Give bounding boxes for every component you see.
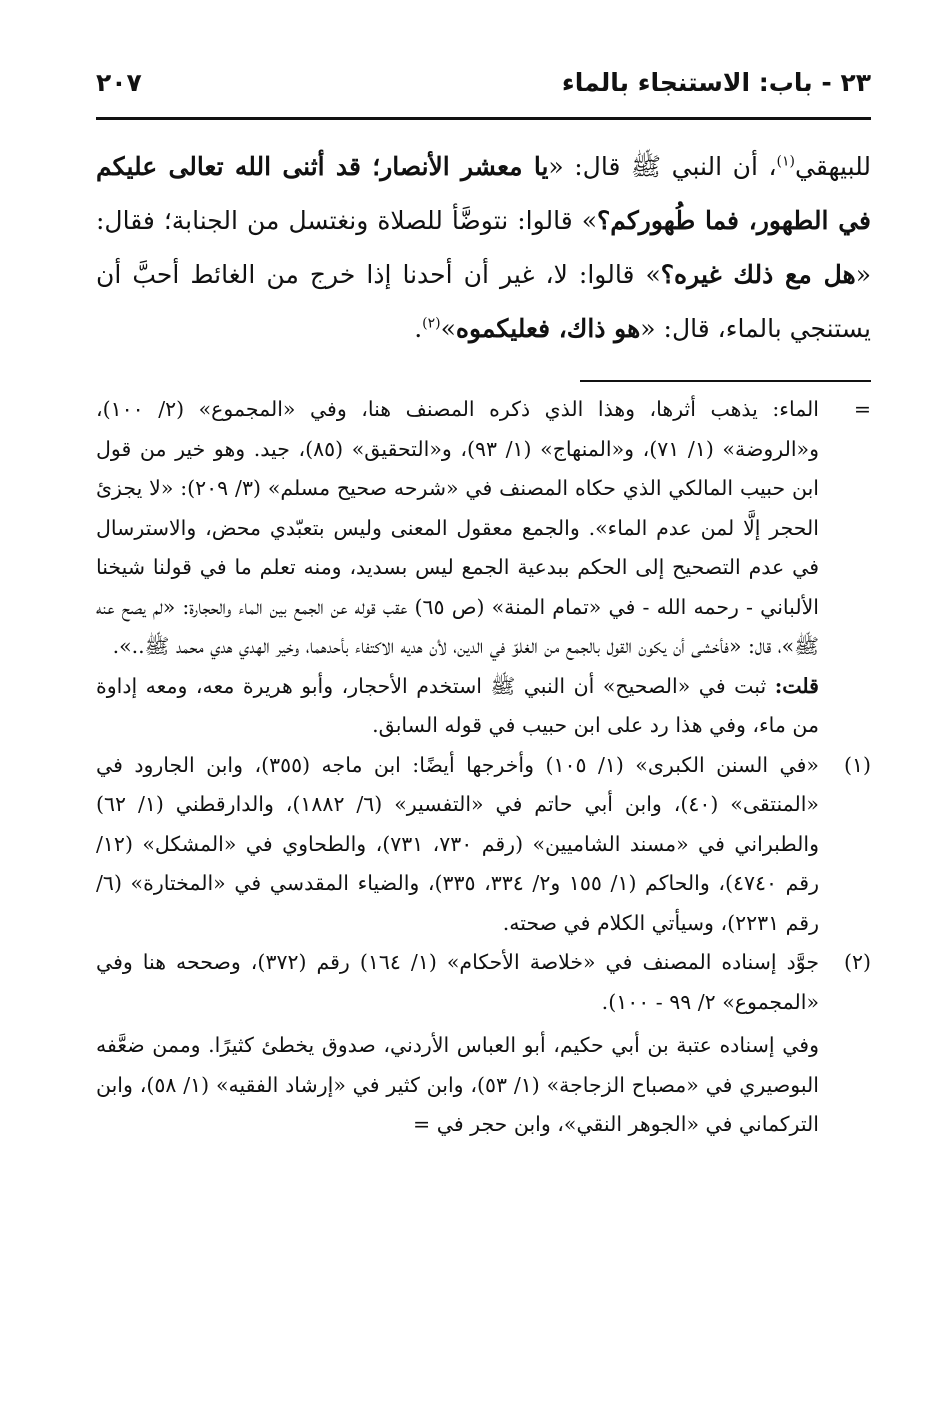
main-text-2: ، أن النبي ﷺ قال: « xyxy=(548,152,777,181)
footnote-ref-1: (١) xyxy=(776,153,796,170)
footnote-2-marker: (٢) xyxy=(843,950,871,974)
header-rule xyxy=(96,117,871,120)
main-text-6: . xyxy=(414,314,423,343)
footnote-continuation xyxy=(96,390,871,746)
footnote-1-marker: (١) xyxy=(843,752,871,777)
main-text-5: » xyxy=(440,314,456,343)
hadith-quote-3: هو ذاك، فعليكموه xyxy=(455,314,641,343)
footnote-separator xyxy=(580,380,871,382)
continuation-marker: = xyxy=(853,397,871,421)
footnote-2-paragraph-1: جوَّد إسناده المصنف في «خلاصة الأحكام» (١/ ١٦٤) رقم (٣٧٢)، وصححه هنا وفي «المجموع» ٢/ ٩٩ - ١٠٠). xyxy=(96,950,819,1014)
main-text xyxy=(96,140,871,356)
footnote-2 xyxy=(96,943,871,1145)
continuation-paragraph-1: الماء: يذهب أثرها، وهذا الذي ذكره المصنف هنا، وفي «المجموع» (٢/ ١٠٠)، و«الروضة» (١/ ٧١)، و«المنهاج» (١/ ٩٣)، و«التحقيق» (٨٥)، جيد. وهو خير من قول ابن حبيب المالكي الذي حكاه المصنف في «شرحه صحيح مسلم» (٣/ ٢٠٩): «لا يجزئ الحجر إلَّا لمن عدم الماء». والجمع معقول المعنى وليس بتعبّدي محض، والاسترسال في عدم التصحيح إلى الحكم ببدعية الجمع ليس بسديد، ومنه تعلم ما في قولنا شيخنا الألباني - رحمه الله - في «تمام المنة» (ص ٦٥) عقب قوله عن الجمع بين الماء والحجارة: «لم يصح عنه ﷺ»، قال: «فأخشى أن يكون القول بالجمع من الغلوّ في الدين، لأن هديه الاكتفاء بأحدهما، وخير الهدي هدي محمد ﷺ..». xyxy=(96,397,819,658)
hadith-quote-1: يا معشر الأنصار؛ قد أثنى الله تعالى عليكم في الطهور، فما طُهوركم؟ xyxy=(96,152,871,235)
footnote-2-paragraph-2: وفي إسناده عتبة بن أبي حكيم، أبو العباس الأردني، صدوق يخطئ كثيرًا. وممن ضعَّفه البوصيري في «مصباح الزجاجة» (١/ ٥٣)، وابن كثير في «إرشاد الفقيه» (١/ ٥٨)، وابن التركماني في «الجوهر النقي»، وابن حجر في = xyxy=(96,1033,819,1136)
note-label: قلت: xyxy=(774,673,819,698)
hadith-quote-2: هل مع ذلك غيره؟ xyxy=(660,260,856,289)
footnote-ref-2: (٢) xyxy=(422,315,441,332)
chapter-title: ٢٣ - باب: الاستنجاء بالماء xyxy=(561,68,871,97)
footnote-1 xyxy=(96,746,871,944)
footnote-1-text: «في السنن الكبرى» (١/ ١٠٥) وأخرجها أيضًا: ابن ماجه (٣٥٥)، وابن الجارود في «المنتقى» (٤٠)، وابن أبي حاتم في «التفسير» (٦/ ١٨٨٢)، والدارقطني (١/ ٦٢) والطبراني في «مسند الشاميين» (رقم ٧٣٠، ٧٣١)، والطحاوي في «المشكل» (١٢/رقم ٤٧٤٠)، والحاكم (١/ ١٥٥ و٢/ ٣٣٤، ٣٣٥)، والضياء المقدسي في «المختارة» (٦/رقم ٢٢٣١)، وسيأتي الكلام في صحته. xyxy=(96,752,819,935)
footnotes xyxy=(96,390,871,1145)
main-text-4: » قالوا: لا، غير أن أحدنا إذا خرج من الغائط أحبَّ أن يستنجي بالماء، قال: « xyxy=(96,260,871,343)
main-text-3: » قالوا: نتوضَّأ للصلاة ونغتسل من الجنابة؛ فقال: « xyxy=(96,206,871,289)
main-text-1: للبيهقي xyxy=(795,152,872,181)
page-number: ٢٠٧ xyxy=(96,68,142,97)
page-header xyxy=(96,58,871,108)
continuation-paragraph-2-text: ثبت في «الصحيح» أن النبي ﷺ استخدم الأحجار، وأبو هريرة معه، ومعه إداوة من ماء، وفي هذا رد على ابن حبيب في قوله السابق. xyxy=(96,673,819,737)
continuation-paragraph-2 xyxy=(96,667,819,746)
